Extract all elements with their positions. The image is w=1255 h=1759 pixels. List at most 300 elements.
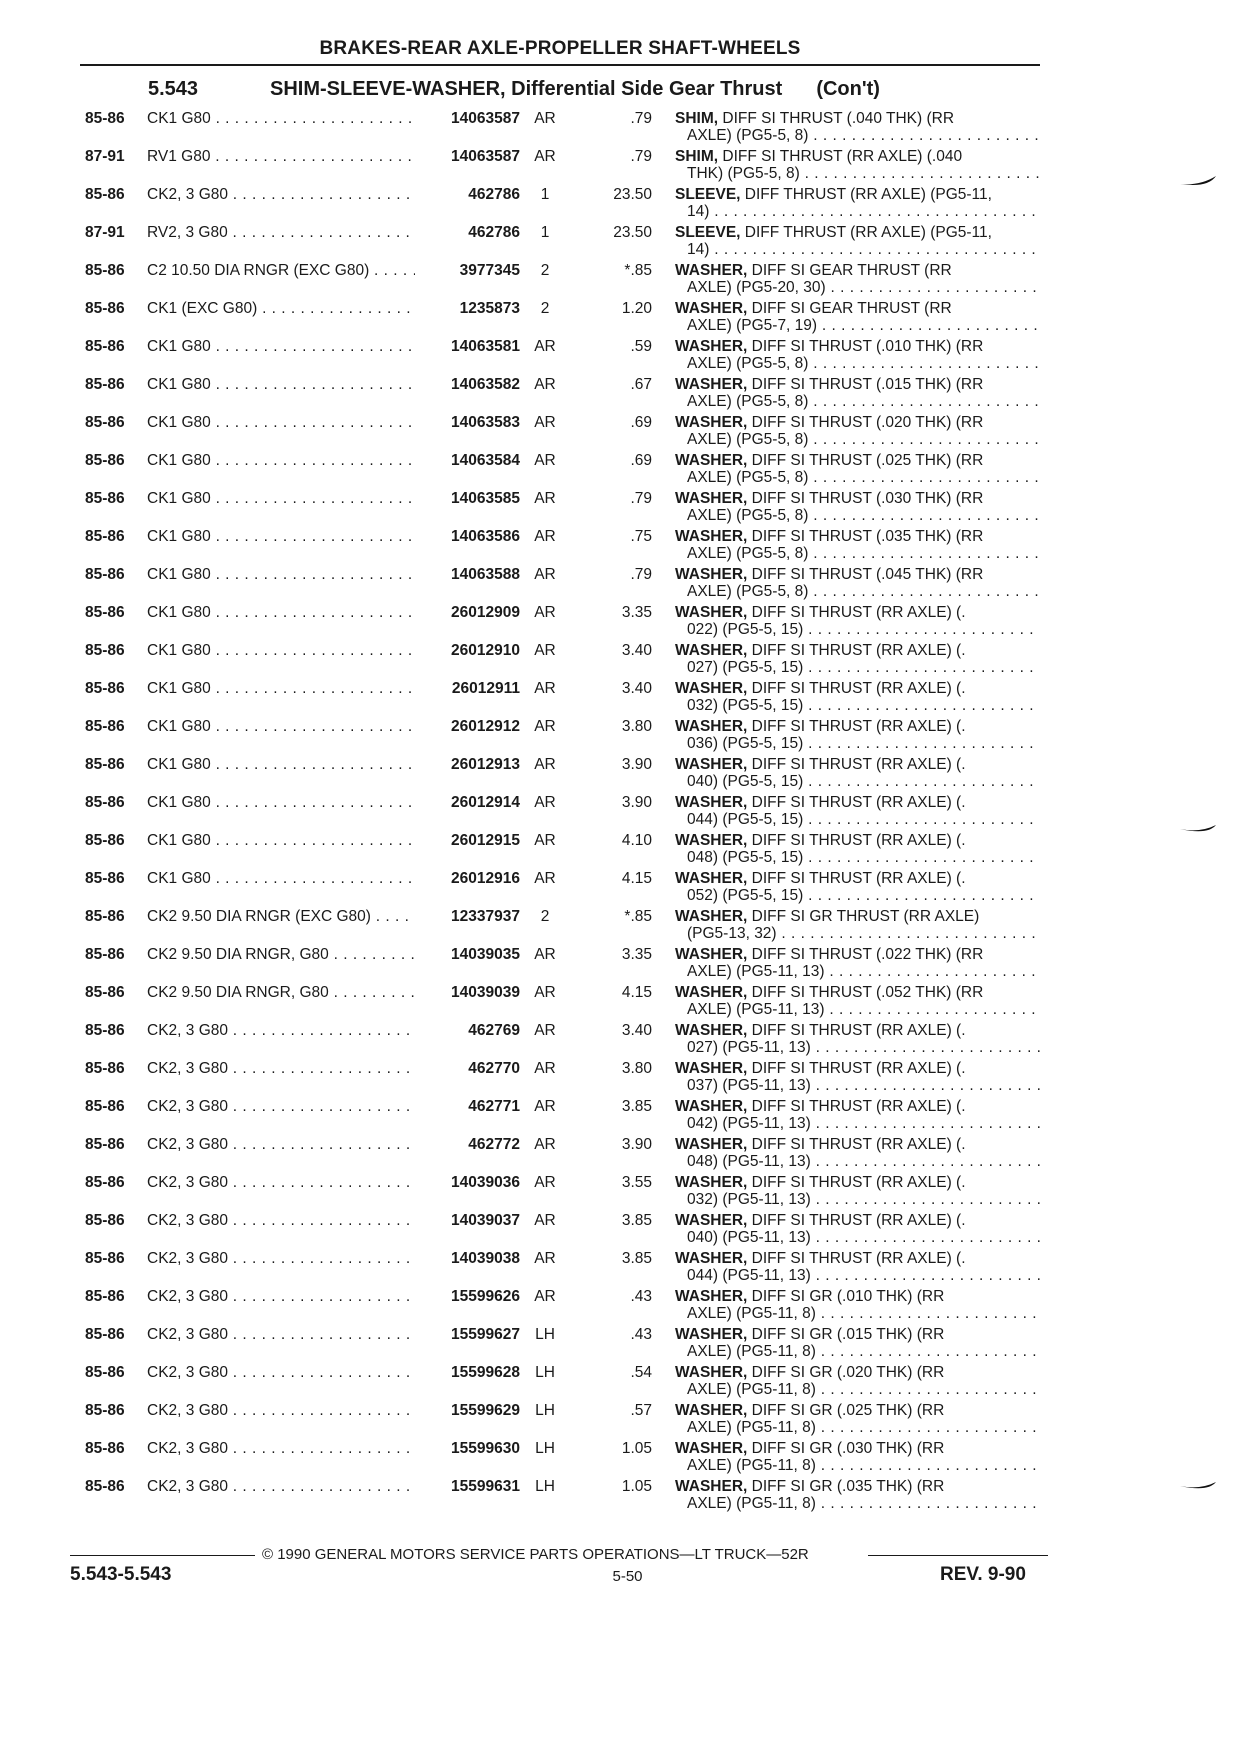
quantity: AR — [534, 110, 556, 127]
model-year: 85-86 — [85, 604, 125, 621]
part-type: WASHER, — [675, 414, 748, 431]
price: 3.35 — [621, 604, 652, 621]
quantity: AR — [534, 490, 556, 507]
model-application: CK1 G80 . . . — [147, 832, 415, 849]
model-application: CK2 9.50 DIA RNGR, G80 . . . — [147, 946, 415, 963]
part-type: WASHER, — [675, 680, 748, 697]
price: .43 — [630, 1288, 652, 1305]
description-text: DIFF SI THRUST (.015 THK) (RR — [747, 376, 984, 393]
parts-list — [0, 110, 1255, 1516]
description-line-2: AXLE) (PG5-11, 13) . . . — [675, 963, 1040, 980]
model-year: 85-86 — [85, 908, 125, 925]
description-text: DIFF SI GEAR THRUST (RR — [747, 300, 952, 317]
model-year: 85-86 — [85, 1364, 125, 1381]
part-type: WASHER, — [675, 528, 748, 545]
quantity: AR — [534, 452, 556, 469]
quantity: AR — [534, 718, 556, 735]
footer-page-number: 5-50 — [612, 1568, 643, 1585]
model-application: CK1 G80 . . . — [147, 338, 415, 355]
description-line-2: AXLE) (PG5-11, 13) . . . — [675, 1001, 1040, 1018]
part-description — [675, 528, 1040, 562]
model-year: 85-86 — [85, 1402, 125, 1419]
part-description — [675, 794, 1040, 828]
description-line-1 — [675, 794, 1040, 811]
description-line-1 — [675, 1288, 1040, 1305]
price: .59 — [630, 338, 652, 355]
description-line-1 — [675, 528, 1040, 545]
part-type: WASHER, — [675, 908, 748, 925]
model-application: CK1 G80 . . . — [147, 794, 415, 811]
model-application: CK2, 3 G80 . . . — [147, 1288, 415, 1305]
description-line-2: AXLE) (PG5-5, 8) . . . — [675, 469, 1040, 486]
table-row — [0, 1212, 1255, 1250]
description-text: DIFF SI THRUST (RR AXLE) (. — [747, 1060, 966, 1077]
part-description — [675, 946, 1040, 980]
model-application: CK2, 3 G80 . . . — [147, 1440, 415, 1457]
part-description — [675, 870, 1040, 904]
model-year: 85-86 — [85, 566, 125, 583]
part-description — [675, 908, 1040, 942]
model-application: CK2, 3 G80 . . . — [147, 1402, 415, 1419]
quantity: 2 — [540, 908, 550, 925]
model-year: 85-86 — [85, 1212, 125, 1229]
description-line-2: AXLE) (PG5-5, 8) . . . — [675, 127, 1040, 144]
quantity: AR — [534, 1136, 556, 1153]
table-row — [0, 262, 1255, 300]
price: 3.85 — [621, 1098, 652, 1115]
description-text: DIFF SI THRUST (.010 THK) (RR — [747, 338, 984, 355]
part-number: 462771 — [468, 1098, 520, 1115]
quantity: 1 — [540, 224, 550, 241]
table-row — [0, 376, 1255, 414]
model-application: RV1 G80 . . . — [147, 148, 415, 165]
price: .69 — [630, 414, 652, 431]
model-year: 85-86 — [85, 1060, 125, 1077]
part-type: WASHER, — [675, 1022, 748, 1039]
model-application: CK1 G80 . . . — [147, 110, 415, 127]
description-line-1 — [675, 1440, 1040, 1457]
part-description — [675, 262, 1040, 296]
description-line-1 — [675, 1060, 1040, 1077]
description-line-2: AXLE) (PG5-5, 8) . . . — [675, 431, 1040, 448]
part-type: WASHER, — [675, 794, 748, 811]
binder-hole-mark — [1178, 1480, 1218, 1490]
description-line-2: AXLE) (PG5-11, 8) . . . — [675, 1495, 1040, 1512]
price: 23.50 — [613, 224, 652, 241]
description-line-2: 032) (PG5-11, 13) . . . — [675, 1191, 1040, 1208]
price: 3.40 — [621, 680, 652, 697]
table-row — [0, 604, 1255, 642]
description-line-1 — [675, 680, 1040, 697]
model-year: 85-86 — [85, 1440, 125, 1457]
description-line-1 — [675, 452, 1040, 469]
model-year: 85-86 — [85, 1098, 125, 1115]
part-type: WASHER, — [675, 1060, 748, 1077]
model-application: CK1 G80 . . . — [147, 680, 415, 697]
table-row — [0, 300, 1255, 338]
quantity: AR — [534, 338, 556, 355]
description-line-1 — [675, 110, 1040, 127]
price: 3.90 — [621, 1136, 652, 1153]
table-row — [0, 490, 1255, 528]
description-text: DIFF SI THRUST (RR AXLE) (. — [747, 1098, 966, 1115]
table-row — [0, 984, 1255, 1022]
part-description — [675, 338, 1040, 372]
price: 4.15 — [621, 984, 652, 1001]
table-row — [0, 186, 1255, 224]
description-text: DIFF SI THRUST (RR AXLE) (. — [747, 1136, 966, 1153]
description-text: DIFF SI THRUST (RR AXLE) (. — [747, 718, 966, 735]
part-number: 15599630 — [451, 1440, 520, 1457]
description-line-2: AXLE) (PG5-5, 8) . . . — [675, 507, 1040, 524]
part-type: WASHER, — [675, 1364, 748, 1381]
part-description — [675, 224, 1040, 258]
description-line-1 — [675, 186, 1040, 203]
section-number: 5.543 — [148, 78, 199, 100]
description-line-1 — [675, 1478, 1040, 1495]
quantity: AR — [534, 1250, 556, 1267]
section-title-text: SHIM-SLEEVE-WASHER, Differential Side Gear Thrust — [270, 78, 783, 100]
part-type: WASHER, — [675, 832, 748, 849]
price: .69 — [630, 452, 652, 469]
price: 1.05 — [621, 1478, 652, 1495]
description-line-2: AXLE) (PG5-5, 8) . . . — [675, 393, 1040, 410]
description-text: DIFF SI THRUST (.030 THK) (RR — [747, 490, 984, 507]
description-line-1 — [675, 376, 1040, 393]
price: .43 — [630, 1326, 652, 1343]
price: 3.85 — [621, 1250, 652, 1267]
quantity: AR — [534, 1098, 556, 1115]
quantity: AR — [534, 756, 556, 773]
price: 1.05 — [621, 1440, 652, 1457]
quantity: AR — [534, 1022, 556, 1039]
part-description — [675, 186, 1040, 220]
part-type: WASHER, — [675, 1098, 748, 1115]
table-row — [0, 110, 1255, 148]
model-application: CK1 G80 . . . — [147, 414, 415, 431]
description-line-1 — [675, 1174, 1040, 1191]
table-row — [0, 870, 1255, 908]
quantity: LH — [535, 1326, 555, 1343]
part-number: 3977345 — [459, 262, 520, 279]
price: 4.15 — [621, 870, 652, 887]
model-application: CK2 9.50 DIA RNGR (EXC G80) . . . — [147, 908, 415, 925]
part-number: 14063581 — [451, 338, 520, 355]
part-type: WASHER, — [675, 1250, 748, 1267]
binder-hole-mark — [1178, 823, 1218, 833]
description-line-2: AXLE) (PG5-20, 30) . . . — [675, 279, 1040, 296]
model-application: CK2, 3 G80 . . . — [147, 1364, 415, 1381]
model-year: 85-86 — [85, 680, 125, 697]
part-number: 26012910 — [451, 642, 520, 659]
description-text: DIFF SI GR (.035 THK) (RR — [747, 1478, 945, 1495]
quantity: LH — [535, 1440, 555, 1457]
table-row — [0, 1478, 1255, 1516]
section-continued: (Con't) — [816, 78, 880, 100]
price: 3.90 — [621, 756, 652, 773]
description-text: DIFF SI GEAR THRUST (RR — [747, 262, 952, 279]
part-type: WASHER, — [675, 1136, 748, 1153]
model-application: CK1 G80 . . . — [147, 870, 415, 887]
description-text: DIFF SI GR (.030 THK) (RR — [747, 1440, 945, 1457]
part-type: WASHER, — [675, 262, 748, 279]
model-year: 85-86 — [85, 642, 125, 659]
description-text: DIFF SI THRUST (.040 THK) (RR — [718, 110, 955, 127]
quantity: 2 — [540, 262, 550, 279]
description-text: DIFF SI THRUST (RR AXLE) (.040 — [718, 148, 963, 165]
description-line-1 — [675, 300, 1040, 317]
description-line-2: AXLE) (PG5-11, 8) . . . — [675, 1419, 1040, 1436]
table-row — [0, 946, 1255, 984]
description-line-2: 037) (PG5-11, 13) . . . — [675, 1077, 1040, 1094]
model-application: CK2 9.50 DIA RNGR, G80 . . . — [147, 984, 415, 1001]
table-row — [0, 528, 1255, 566]
description-line-2: 027) (PG5-11, 13) . . . — [675, 1039, 1040, 1056]
description-line-2: 044) (PG5-11, 13) . . . — [675, 1267, 1040, 1284]
description-text: DIFF SI THRUST (.025 THK) (RR — [747, 452, 984, 469]
model-year: 85-86 — [85, 1288, 125, 1305]
quantity: AR — [534, 680, 556, 697]
quantity: AR — [534, 528, 556, 545]
part-number: 14063588 — [451, 566, 520, 583]
description-line-2: AXLE) (PG5-11, 8) . . . — [675, 1381, 1040, 1398]
description-text: DIFF SI GR (.020 THK) (RR — [747, 1364, 945, 1381]
table-row — [0, 1440, 1255, 1478]
binder-hole-mark — [1178, 176, 1218, 186]
part-description — [675, 566, 1040, 600]
model-year: 85-86 — [85, 1478, 125, 1495]
part-description — [675, 490, 1040, 524]
description-line-1 — [675, 414, 1040, 431]
price: 1.20 — [621, 300, 652, 317]
model-application: C2 10.50 DIA RNGR (EXC G80) . . . — [147, 262, 415, 279]
description-line-2: 036) (PG5-5, 15) . . . — [675, 735, 1040, 752]
table-row — [0, 1364, 1255, 1402]
quantity: AR — [534, 604, 556, 621]
model-application: CK1 G80 . . . — [147, 376, 415, 393]
footer-copyright: © 1990 GENERAL MOTORS SERVICE PARTS OPERATIONS—LT TRUCK—52R — [262, 1546, 809, 1563]
model-application: CK1 G80 . . . — [147, 718, 415, 735]
description-line-2: 14) . . . — [675, 203, 1040, 220]
table-row — [0, 338, 1255, 376]
price: .54 — [630, 1364, 652, 1381]
part-number: 14063587 — [451, 110, 520, 127]
quantity: AR — [534, 1060, 556, 1077]
part-description — [675, 300, 1040, 334]
description-line-2: 052) (PG5-5, 15) . . . — [675, 887, 1040, 904]
description-line-2: 14) . . . — [675, 241, 1040, 258]
model-application: CK2, 3 G80 . . . — [147, 1212, 415, 1229]
part-number: 1235873 — [459, 300, 520, 317]
description-line-2: 022) (PG5-5, 15) . . . — [675, 621, 1040, 638]
model-application: CK2, 3 G80 . . . — [147, 1136, 415, 1153]
part-description — [675, 1098, 1040, 1132]
table-row — [0, 642, 1255, 680]
part-description — [675, 376, 1040, 410]
part-description — [675, 148, 1040, 182]
description-line-1 — [675, 224, 1040, 241]
part-type: WASHER, — [675, 870, 748, 887]
price: *.85 — [624, 908, 652, 925]
table-row — [0, 1022, 1255, 1060]
part-description — [675, 832, 1040, 866]
model-year: 85-86 — [85, 528, 125, 545]
part-number: 14039035 — [451, 946, 520, 963]
part-type: SHIM, — [675, 148, 719, 165]
part-number: 14039038 — [451, 1250, 520, 1267]
description-line-2: 044) (PG5-5, 15) . . . — [675, 811, 1040, 828]
part-type: WASHER, — [675, 642, 748, 659]
description-text: DIFF SI THRUST (RR AXLE) (. — [747, 756, 966, 773]
part-number: 462770 — [468, 1060, 520, 1077]
model-year: 85-86 — [85, 376, 125, 393]
model-application: CK1 G80 . . . — [147, 452, 415, 469]
part-number: 15599627 — [451, 1326, 520, 1343]
description-line-1 — [675, 338, 1040, 355]
description-line-2: 032) (PG5-5, 15) . . . — [675, 697, 1040, 714]
description-line-1 — [675, 566, 1040, 583]
quantity: AR — [534, 414, 556, 431]
model-application: CK2, 3 G80 . . . — [147, 1478, 415, 1495]
footer-rule-right — [868, 1555, 1048, 1556]
footer-revision: REV. 9-90 — [940, 1564, 1026, 1585]
part-number: 26012911 — [451, 680, 520, 697]
quantity: AR — [534, 1212, 556, 1229]
description-line-1 — [675, 946, 1040, 963]
price: 3.55 — [621, 1174, 652, 1191]
quantity: LH — [535, 1364, 555, 1381]
table-row — [0, 1060, 1255, 1098]
part-type: WASHER, — [675, 300, 748, 317]
part-type: WASHER, — [675, 1212, 748, 1229]
page-header-title: BRAKES-REAR AXLE-PROPELLER SHAFT-WHEELS — [319, 38, 801, 59]
table-row — [0, 794, 1255, 832]
part-description — [675, 642, 1040, 676]
table-row — [0, 1250, 1255, 1288]
model-year: 85-86 — [85, 718, 125, 735]
part-number: 26012912 — [451, 718, 520, 735]
table-row — [0, 224, 1255, 262]
description-line-1 — [675, 870, 1040, 887]
description-line-1 — [675, 604, 1040, 621]
description-line-2: AXLE) (PG5-11, 8) . . . — [675, 1343, 1040, 1360]
part-type: WASHER, — [675, 756, 748, 773]
model-year: 85-86 — [85, 186, 125, 203]
description-text: DIFF SI THRUST (RR AXLE) (. — [747, 1212, 966, 1229]
part-type: WASHER, — [675, 566, 748, 583]
part-number: 15599628 — [451, 1364, 520, 1381]
description-line-2: AXLE) (PG5-5, 8) . . . — [675, 355, 1040, 372]
model-application: CK1 G80 . . . — [147, 528, 415, 545]
description-line-2: 040) (PG5-11, 13) . . . — [675, 1229, 1040, 1246]
part-number: 26012913 — [451, 756, 520, 773]
model-year: 85-86 — [85, 794, 125, 811]
description-text: DIFF SI GR (.010 THK) (RR — [747, 1288, 945, 1305]
model-application: CK1 G80 . . . — [147, 756, 415, 773]
part-number: 12337937 — [451, 908, 520, 925]
model-year: 85-86 — [85, 946, 125, 963]
part-number: 26012914 — [451, 794, 520, 811]
description-text: DIFF SI THRUST (.052 THK) (RR — [747, 984, 984, 1001]
quantity: AR — [534, 870, 556, 887]
table-row — [0, 1136, 1255, 1174]
model-application: CK1 G80 . . . — [147, 490, 415, 507]
part-type: WASHER, — [675, 376, 748, 393]
model-application: CK2, 3 G80 . . . — [147, 1060, 415, 1077]
description-text: DIFF SI THRUST (RR AXLE) (. — [747, 604, 966, 621]
model-year: 85-86 — [85, 1326, 125, 1343]
price: *.85 — [624, 262, 652, 279]
footer-section-range: 5.543-5.543 — [70, 1564, 172, 1585]
description-line-1 — [675, 832, 1040, 849]
price: .57 — [630, 1402, 652, 1419]
model-year: 85-86 — [85, 870, 125, 887]
model-application: CK2, 3 G80 . . . — [147, 1326, 415, 1343]
model-application: CK2, 3 G80 . . . — [147, 186, 415, 203]
part-type: WASHER, — [675, 1402, 748, 1419]
quantity: LH — [535, 1478, 555, 1495]
part-number: 14063582 — [451, 376, 520, 393]
part-number: 14039036 — [451, 1174, 520, 1191]
part-description — [675, 604, 1040, 638]
model-year: 85-86 — [85, 338, 125, 355]
description-text: DIFF THRUST (RR AXLE) (PG5-11, — [740, 186, 992, 203]
price: .79 — [630, 110, 652, 127]
model-year: 85-86 — [85, 300, 125, 317]
model-year: 85-86 — [85, 452, 125, 469]
part-description — [675, 1212, 1040, 1246]
table-row — [0, 566, 1255, 604]
part-description — [675, 414, 1040, 448]
description-line-1 — [675, 756, 1040, 773]
part-number: 462786 — [468, 186, 520, 203]
price: .79 — [630, 148, 652, 165]
description-line-2: AXLE) (PG5-11, 8) . . . — [675, 1305, 1040, 1322]
model-year: 87-91 — [85, 148, 125, 165]
part-type: WASHER, — [675, 490, 748, 507]
part-description — [675, 718, 1040, 752]
description-line-1 — [675, 642, 1040, 659]
part-description — [675, 1364, 1040, 1398]
model-application: RV2, 3 G80 . . . — [147, 224, 415, 241]
description-text: DIFF SI GR (.025 THK) (RR — [747, 1402, 945, 1419]
description-text: DIFF SI THRUST (RR AXLE) (. — [747, 832, 966, 849]
part-number: 26012916 — [451, 870, 520, 887]
part-type: WASHER, — [675, 604, 748, 621]
quantity: 1 — [540, 186, 550, 203]
part-type: SHIM, — [675, 110, 719, 127]
description-line-2: AXLE) (PG5-11, 8) . . . — [675, 1457, 1040, 1474]
part-number: 26012915 — [451, 832, 520, 849]
part-description — [675, 1326, 1040, 1360]
description-line-1 — [675, 262, 1040, 279]
quantity: AR — [534, 376, 556, 393]
model-application: CK1 G80 . . . — [147, 604, 415, 621]
model-year: 85-86 — [85, 110, 125, 127]
model-year: 85-86 — [85, 1250, 125, 1267]
description-line-1 — [675, 908, 1040, 925]
description-line-2: 042) (PG5-11, 13) . . . — [675, 1115, 1040, 1132]
model-year: 85-86 — [85, 984, 125, 1001]
quantity: AR — [534, 946, 556, 963]
description-text: DIFF SI THRUST (RR AXLE) (. — [747, 680, 966, 697]
table-row — [0, 756, 1255, 794]
part-number: 14063583 — [451, 414, 520, 431]
header-rule — [80, 64, 1040, 66]
part-number: 15599626 — [451, 1288, 520, 1305]
quantity: AR — [534, 794, 556, 811]
table-row — [0, 1288, 1255, 1326]
